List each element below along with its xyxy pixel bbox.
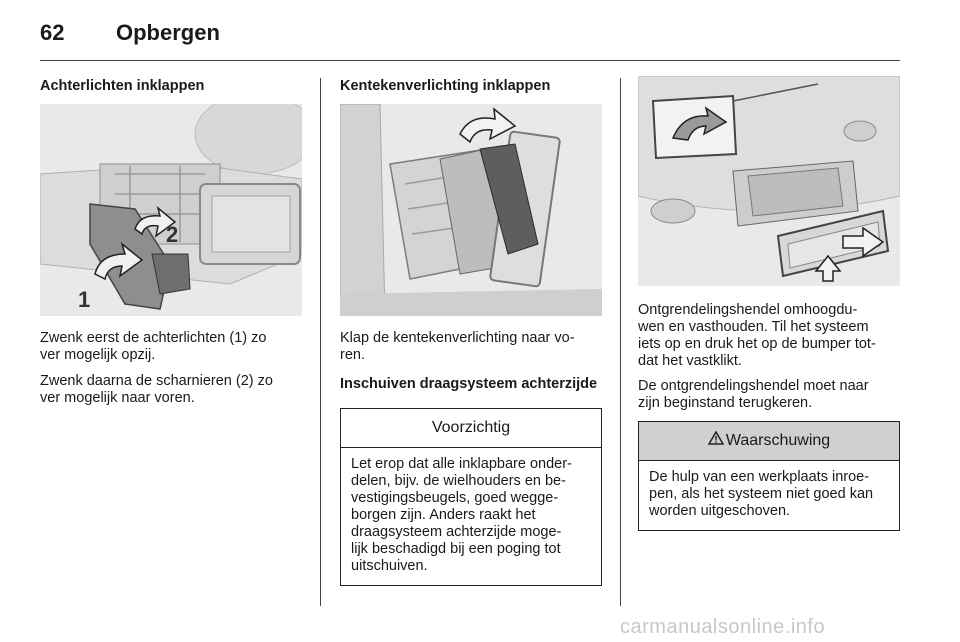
warning-text: De hulp van een werkplaats inroe- pen, als het systeem niet goed kan worden uitgeschoven. — [649, 469, 874, 519]
watermark: carmanualsonline.info — [620, 616, 826, 638]
column-divider-2 — [620, 78, 621, 606]
page-title: Opbergen — [116, 20, 220, 45]
header-divider — [40, 60, 900, 61]
caution-title: Voorzichtig — [341, 409, 601, 448]
warning-title: Waarschuwing — [725, 432, 831, 450]
section-heading-rear-lights: Achterlichten inklappen — [40, 78, 205, 94]
rear-lights-illustration — [40, 104, 302, 316]
bumper-carrier-illustration — [638, 76, 900, 286]
rear-lights-paragraph-2: Zwenk daarna de scharnieren (2) zo ver mogelijk naar voren. — [40, 373, 273, 406]
release-lever-paragraph: Ontgrendelingshendel omhoogdu- wen en vasthouden. Til het systeem iets op en druk het op de bumper tot- dat het vastklikt. — [638, 302, 876, 369]
caution-text: Let erop dat alle inklapbare onder- delen, bijv. de wielhouders en be- vestigingsbeugels, goed wegge- borgen zijn. Anders raakt het draagsysteem achterzijde moge- lijk beschadigd bij een poging tot uitschuiven. — [351, 456, 572, 574]
warning-box — [638, 421, 900, 531]
section-heading-retract-carrier: Inschuiven draagsysteem achterzijde — [340, 376, 598, 392]
callout-1: 1 — [78, 287, 91, 312]
warning-triangle-icon — [708, 422, 724, 460]
callout-2: 2 — [166, 222, 179, 247]
caution-box — [340, 408, 602, 586]
rear-lights-paragraph-1: Zwenk eerst de achterlichten (1) zo ver mogelijk opzij. — [40, 330, 267, 363]
plate-light-illustration — [340, 104, 602, 316]
section-heading-plate-light: Kentekenverlichting inklappen — [340, 78, 551, 94]
column-divider-1 — [320, 78, 321, 606]
plate-light-paragraph: Klap de kentekenverlichting naar vo- ren. — [340, 330, 575, 363]
lever-return-paragraph: De ontgrendelingshendel moet naar zijn beginstand terugkeren. — [638, 378, 869, 411]
page-number: 62 — [40, 20, 65, 45]
warning-header — [639, 422, 899, 461]
